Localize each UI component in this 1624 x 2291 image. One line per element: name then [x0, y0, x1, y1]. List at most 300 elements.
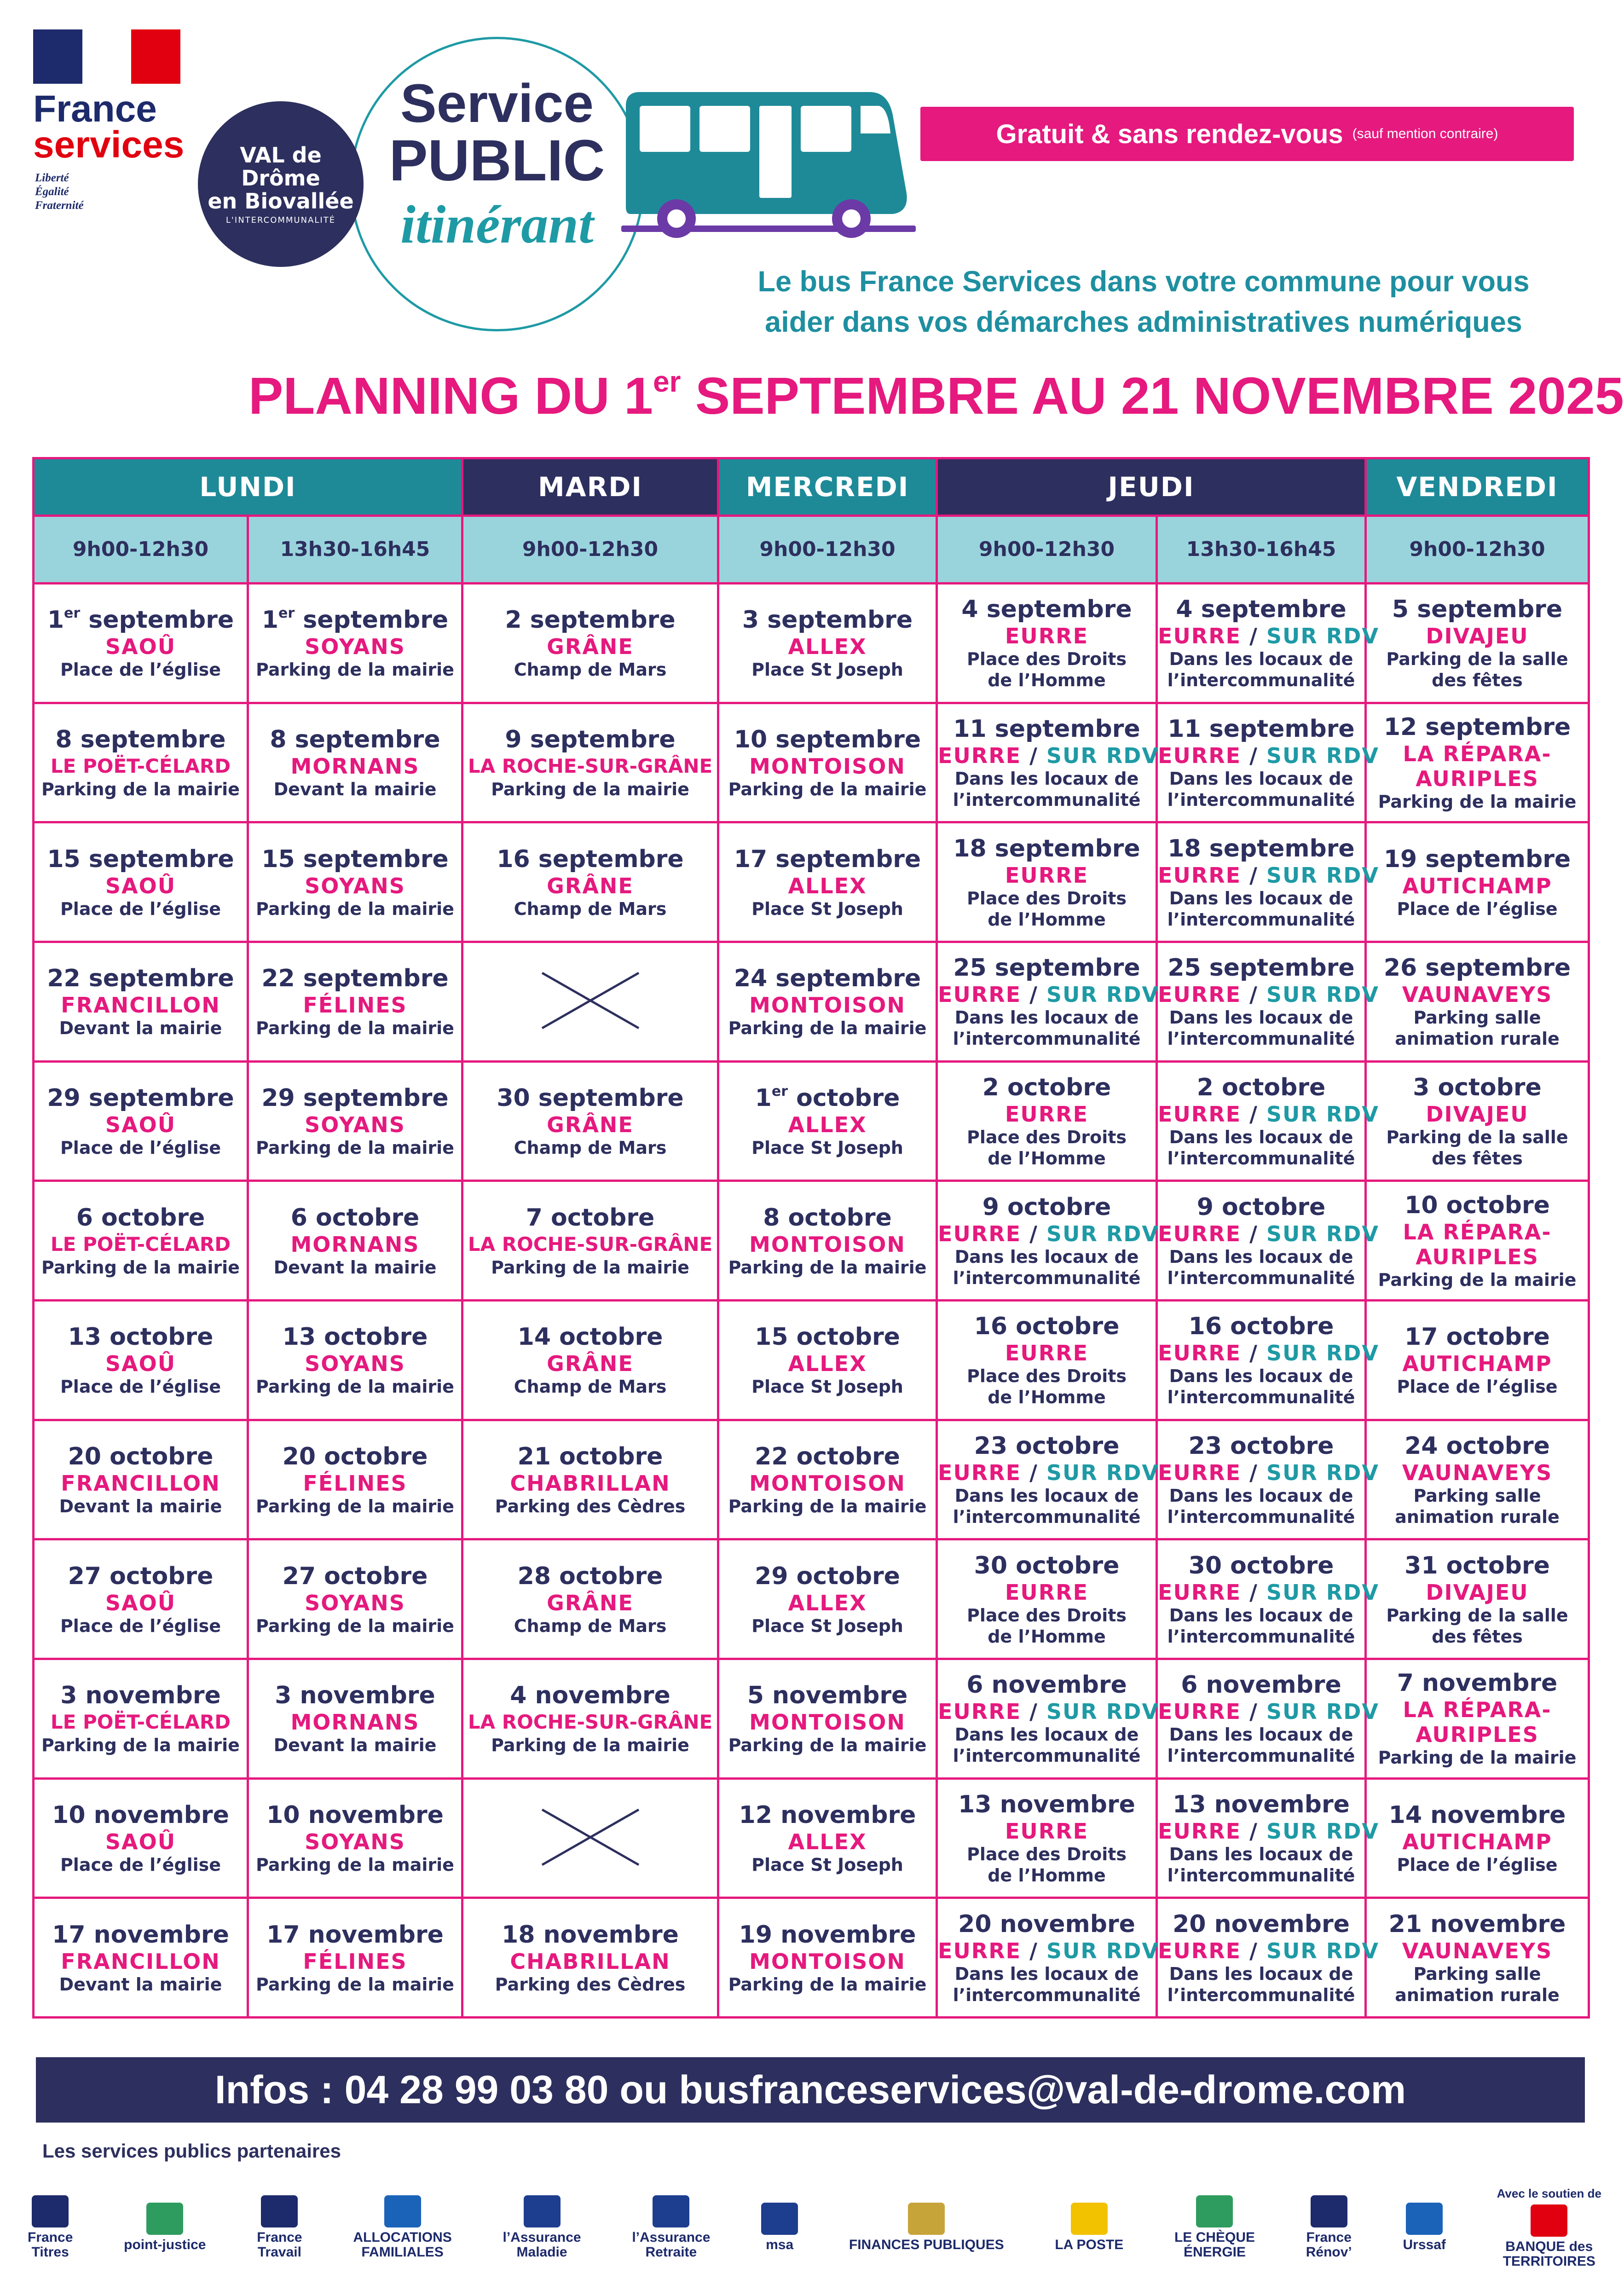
- visit-place: Dans les locaux de l’intercommunalité: [1167, 768, 1355, 810]
- visit-town: [463, 634, 717, 659]
- visit-place: Parking de la mairie: [728, 1018, 927, 1039]
- appointment-required: SUR RDV: [1266, 1579, 1380, 1605]
- visit-date-text: 17 septembre: [734, 845, 921, 873]
- schedule-row: [34, 1898, 1589, 2018]
- visit-town: [35, 1471, 247, 1496]
- town-separator: /: [1241, 982, 1266, 1007]
- visit-town: [35, 993, 247, 1018]
- town-separator: /: [1241, 1699, 1266, 1724]
- appointment-required: SUR RDV: [1266, 1460, 1380, 1485]
- visit-town: [938, 1819, 1156, 1844]
- schedule-cell: [937, 1659, 1160, 1778]
- day-header-jeudi: JEUDI: [937, 458, 1366, 516]
- visit-town-name: MONTOISON: [749, 1949, 906, 1974]
- visit-town-name: GRÂNE: [547, 1112, 634, 1137]
- visit-place: Dans les locaux de l’intercommunalité: [1167, 1246, 1355, 1288]
- partner-mark-icon: [384, 2195, 421, 2227]
- visit-town-line2: AURIPLES: [1416, 1722, 1539, 1747]
- visit-date: [938, 1551, 1156, 1580]
- visit-date-text: 2 septembre: [505, 606, 676, 634]
- visit-date: [719, 964, 936, 993]
- visit-place: Dans les locaux de l’intercommunalité: [1167, 1007, 1355, 1049]
- visit-date-text: 18 novembre: [502, 1921, 679, 1949]
- visit-date-rest: septembre: [295, 606, 449, 634]
- no-service-cross-icon: [537, 1805, 643, 1869]
- visit-place: Champ de Mars: [514, 1615, 667, 1636]
- visit-date: [463, 606, 717, 634]
- partners-title: Les services publics partenaires: [42, 2140, 341, 2162]
- visit-date: [463, 1323, 717, 1351]
- visit-town-name: LE POËT-CÉLARD: [50, 1711, 231, 1734]
- visit-place: Parking des Cèdres: [495, 1974, 686, 1995]
- visit-date: [249, 1681, 461, 1710]
- visit-town-name: EURRE: [1005, 1579, 1089, 1605]
- partner-logo: [257, 2195, 302, 2260]
- visit-date: [1367, 1669, 1588, 1697]
- visit-town-name: MONTOISON: [749, 1232, 906, 1257]
- schedule-cell: [718, 1181, 937, 1301]
- visit-town: [1367, 1102, 1588, 1127]
- schedule-cell: [1157, 703, 1380, 822]
- schedule-row: [34, 942, 1589, 1061]
- visit-town: [463, 1112, 717, 1137]
- visit-place: Parking de la mairie: [728, 1974, 927, 1995]
- schedule-cell: [248, 1420, 462, 1539]
- visit-date-text: 29 octobre: [755, 1562, 900, 1590]
- appointment-required: SUR RDV: [1266, 1818, 1380, 1844]
- partner-logo: [632, 2195, 710, 2260]
- schedule-cell: [718, 1420, 937, 1539]
- visit-town: [719, 1232, 936, 1257]
- visit-date: [1158, 1312, 1364, 1341]
- schedule-row: [34, 583, 1589, 703]
- town-separator: /: [1241, 1818, 1266, 1844]
- visit-date: [719, 1801, 936, 1829]
- visit-place: Parking de la mairie: [41, 1257, 240, 1278]
- visit-town: [1158, 1341, 1380, 1366]
- visit-town-name: VAUNAVEYS: [1402, 982, 1553, 1007]
- visit-date: [1367, 1910, 1588, 1938]
- schedule-cell: [718, 1898, 937, 2018]
- appointment-required: SUR RDV: [1266, 982, 1380, 1007]
- visit-date: [249, 1084, 461, 1112]
- visit-town-name: SOYANS: [305, 1829, 405, 1854]
- appointment-required: SUR RDV: [1266, 1221, 1380, 1246]
- visit-town-name: AUTICHAMP: [1402, 873, 1552, 898]
- visit-town: [463, 1471, 717, 1496]
- visit-date: [35, 1084, 247, 1112]
- service-public-line2: PUBLIC: [389, 128, 605, 193]
- visit-date: [719, 725, 936, 754]
- visit-town: [249, 874, 461, 898]
- visit-date-text: 5 novembre: [747, 1682, 908, 1710]
- visit-town: [249, 1471, 461, 1496]
- visit-town: [463, 754, 717, 779]
- visit-place: Parking salle animation rurale: [1395, 1485, 1560, 1527]
- schedule-cell: [34, 1539, 248, 1659]
- visit-place: Parking de la mairie: [728, 779, 927, 799]
- appointment-required: SUR RDV: [1046, 1221, 1160, 1246]
- partner-mark-icon: [146, 2203, 183, 2235]
- schedule-cell: [718, 1300, 937, 1420]
- visit-date-text: 24 septembre: [734, 965, 921, 993]
- visit-date-text: 5 septembre: [1392, 596, 1563, 624]
- schedule-cell: [462, 1778, 718, 1898]
- visit-town-name: FRANCILLON: [61, 1470, 220, 1496]
- visit-town-name: GRÂNE: [547, 873, 634, 898]
- visit-date: [938, 1312, 1156, 1341]
- schedule-cell: [34, 822, 248, 942]
- town-separator: /: [1241, 624, 1266, 649]
- visit-town: [463, 1351, 717, 1376]
- visit-town: [1158, 862, 1380, 888]
- schedule-cell: [248, 1300, 462, 1420]
- schedule-cell: [34, 1300, 248, 1420]
- visit-town-name: LA RÉPARA-: [1403, 1697, 1552, 1723]
- partner-label: France Rénov’: [1306, 2230, 1352, 2260]
- visit-town-name: EURRE: [938, 1699, 1022, 1724]
- visit-town: [719, 1471, 936, 1496]
- visit-town: [1158, 982, 1380, 1007]
- time-slot: 9h00-12h30: [462, 515, 718, 583]
- visit-place: Parking de la salle des fêtes: [1386, 649, 1568, 691]
- visit-date: [249, 1442, 461, 1471]
- visit-place: Devant la mairie: [59, 1974, 222, 1995]
- visit-date: [35, 845, 247, 874]
- schedule-cell: [1157, 1539, 1380, 1659]
- planning-title-part2: SEPTEMBRE AU 21 NOVEMBRE 2025: [681, 367, 1624, 425]
- subtitle-line2: aider dans vos démarches administratives numériques: [765, 306, 1522, 338]
- schedule-row: [34, 1300, 1589, 1420]
- visit-date-text: 25 septembre: [953, 954, 1140, 982]
- visit-place: Parking de la mairie: [491, 1735, 689, 1756]
- visit-date-text: 27 octobre: [282, 1562, 428, 1590]
- visit-town-line2: AURIPLES: [1416, 1244, 1539, 1269]
- schedule-cell: [34, 1061, 248, 1181]
- visit-date: [938, 1671, 1156, 1699]
- appointment-required: SUR RDV: [1266, 1938, 1380, 1963]
- visit-town-name: EURRE: [938, 1221, 1022, 1246]
- visit-date-rest: octobre: [788, 1084, 900, 1112]
- visit-town: [1367, 741, 1588, 766]
- visit-town-name: SOYANS: [305, 1112, 405, 1137]
- visit-town-name: CHABRILLAN: [510, 1470, 670, 1496]
- partner-logo: [849, 2203, 1004, 2252]
- schedule-cell: [248, 703, 462, 822]
- visit-date-text: 9 octobre: [982, 1193, 1111, 1221]
- visit-town-name: GRÂNE: [547, 1590, 634, 1615]
- appointment-required: SUR RDV: [1266, 624, 1380, 649]
- visit-date: [249, 845, 461, 874]
- schedule-cell: [1366, 703, 1589, 822]
- visit-town-name: EURRE: [1158, 624, 1242, 649]
- visit-date-text: 23 octobre: [974, 1432, 1120, 1460]
- visit-town-name: FÉLINES: [303, 993, 407, 1018]
- schedule-cell: [248, 1898, 462, 2018]
- visit-place: Place St Joseph: [751, 1377, 903, 1397]
- visit-town-name: SOYANS: [305, 634, 405, 660]
- schedule-cell: [937, 703, 1160, 822]
- partner-logo: [353, 2195, 451, 2260]
- visit-town-name: SAOÛ: [105, 1590, 176, 1615]
- visit-date-text: 12 novembre: [739, 1801, 916, 1829]
- schedule-cell: [1157, 942, 1380, 1061]
- schedule-cell: [1366, 1061, 1589, 1181]
- visit-town-name: EURRE: [1158, 1818, 1242, 1844]
- visit-place: Place de l’église: [1397, 898, 1558, 919]
- appointment-required: SUR RDV: [1266, 1341, 1380, 1366]
- visit-date: [35, 1801, 247, 1829]
- partner-mark-icon: [1071, 2203, 1108, 2235]
- visit-date-text: 10 novembre: [266, 1801, 444, 1829]
- appointment-required: SUR RDV: [1266, 743, 1380, 768]
- visit-place: Dans les locaux de l’intercommunalité: [1167, 1127, 1355, 1169]
- visit-place: Parking de la mairie: [256, 1615, 454, 1636]
- schedule-cell: [1157, 1061, 1380, 1181]
- visit-place: Place St Joseph: [751, 1854, 903, 1875]
- visit-date-text: 8 septembre: [55, 725, 226, 753]
- schedule-cell: [1157, 1300, 1380, 1420]
- visit-date: [1367, 595, 1588, 624]
- visit-town: [719, 1949, 936, 1974]
- visit-date: [938, 834, 1156, 863]
- partner-label: France Travail: [257, 2230, 302, 2260]
- schedule-cell: [248, 1659, 462, 1778]
- visit-place: Devant la mairie: [59, 1496, 222, 1516]
- visit-date-text: 7 octobre: [526, 1203, 655, 1232]
- visit-town: [35, 1710, 247, 1735]
- val-de-drome-logo: [198, 101, 364, 267]
- visit-date-text: 16 octobre: [1188, 1313, 1334, 1341]
- visit-town-name: MORNANS: [290, 1232, 420, 1257]
- visit-place: Parking de la mairie: [1378, 1747, 1577, 1768]
- motto-egalite: Égalité: [35, 185, 69, 198]
- visit-date: [463, 1084, 717, 1112]
- subtitle-line1: Le bus France Services dans votre commune pour vous: [757, 266, 1530, 298]
- visit-place: Dans les locaux de l’intercommunalité: [1167, 649, 1355, 691]
- visit-town: [938, 1221, 1160, 1246]
- service-public-line3: itinérant: [400, 194, 594, 255]
- visit-date-text: 3 septembre: [742, 606, 913, 634]
- visit-town: [35, 1591, 247, 1615]
- partner-label: BANQUE des TERRITOIRES: [1503, 2239, 1595, 2269]
- visit-town: [938, 1460, 1160, 1485]
- schedule-row: [34, 1061, 1589, 1181]
- visit-date: [938, 715, 1156, 743]
- visit-town-name: SAOÛ: [105, 1829, 176, 1854]
- visit-date-text: 13 novembre: [958, 1790, 1135, 1818]
- visit-date: [463, 1921, 717, 1949]
- visit-date-text: 20 octobre: [68, 1442, 214, 1470]
- visit-date-text: 17 octobre: [1404, 1323, 1550, 1351]
- partner-label: point-justice: [124, 2237, 206, 2252]
- town-separator: /: [1241, 862, 1266, 888]
- time-slot: 9h00-12h30: [718, 515, 937, 583]
- visit-town: [249, 1710, 461, 1735]
- partner-label: FINANCES PUBLIQUES: [849, 2237, 1004, 2252]
- visit-town-name: SAOÛ: [105, 873, 176, 898]
- partner-logo: [124, 2203, 206, 2252]
- visit-place: Parking de la mairie: [41, 779, 240, 799]
- schedule-cell: [34, 703, 248, 822]
- visit-date: [1367, 954, 1588, 982]
- visit-date: [719, 1323, 936, 1351]
- visit-town: [249, 1351, 461, 1376]
- visit-date: [938, 595, 1156, 624]
- france-services-flag-icon: [33, 29, 180, 84]
- visit-place: Devant la mairie: [273, 1735, 437, 1756]
- visit-town-name: EURRE: [1005, 1101, 1089, 1127]
- partner-mark-icon: [32, 2195, 69, 2227]
- visit-date: [249, 1801, 461, 1829]
- visit-town: [1367, 1697, 1588, 1722]
- val-de-drome-line3: L'INTERCOMMUNALITÉ: [225, 215, 336, 225]
- visit-town-name: FÉLINES: [303, 1470, 407, 1496]
- partner-label: LA POSTE: [1055, 2237, 1124, 2252]
- visit-place: Parking salle animation rurale: [1395, 1963, 1560, 2005]
- visit-date: [1158, 954, 1364, 982]
- bus-icon: [612, 87, 925, 244]
- visit-date: [249, 1323, 461, 1351]
- day-header-vendredi: VENDREDI: [1366, 458, 1589, 516]
- schedule-cell: [248, 1539, 462, 1659]
- schedule-cell: [718, 1061, 937, 1181]
- visit-town: [719, 1351, 936, 1376]
- schedule-cell: [462, 583, 718, 703]
- visit-town-name: EURRE: [1158, 1938, 1242, 1963]
- visit-place: Parking de la mairie: [41, 1735, 240, 1756]
- visit-place: Parking de la mairie: [491, 1257, 689, 1278]
- visit-place: Devant la mairie: [59, 1018, 222, 1039]
- schedule-cell: [34, 1778, 248, 1898]
- visit-place: Dans les locaux de l’intercommunalité: [953, 1485, 1141, 1527]
- partner-label: Urssaf: [1403, 2237, 1446, 2252]
- schedule-cell: [462, 1420, 718, 1539]
- visit-place: Place des Droits de l’Homme: [966, 649, 1127, 691]
- schedule-cell: [248, 822, 462, 942]
- schedule-row: [34, 822, 1589, 942]
- town-separator: /: [1021, 1699, 1046, 1724]
- visit-town-name: LE POËT-CÉLARD: [50, 1232, 231, 1255]
- visit-date: [1367, 845, 1588, 874]
- visit-town-name: LA ROCHE-SUR-GRÂNE: [468, 754, 713, 777]
- no-service-cross-icon: [537, 968, 643, 1033]
- visit-town: [249, 634, 461, 659]
- visit-town: [938, 863, 1156, 888]
- contact-info-banner: Infos : 04 28 99 03 80 ou busfranceservices@val-de-drome.com: [36, 2057, 1585, 2123]
- visit-place: Dans les locaux de l’intercommunalité: [1167, 1605, 1355, 1647]
- schedule-cell: [1157, 1659, 1380, 1778]
- free-no-appointment-banner: [920, 107, 1574, 161]
- visit-town-name: LA ROCHE-SUR-GRÂNE: [468, 1232, 713, 1255]
- visit-date: [1367, 1073, 1588, 1102]
- appointment-required: SUR RDV: [1266, 862, 1380, 888]
- visit-place: Dans les locaux de l’intercommunalité: [1167, 1485, 1355, 1527]
- visit-date: [719, 845, 936, 874]
- visit-date: [1367, 1551, 1588, 1580]
- visit-place: Parking de la mairie: [256, 1137, 454, 1158]
- visit-date: [249, 606, 461, 634]
- visit-town: [35, 1351, 247, 1376]
- visit-date-text: 4 septembre: [1176, 596, 1347, 624]
- visit-date: [938, 954, 1156, 982]
- visit-town: [249, 1232, 461, 1257]
- town-separator: /: [1241, 1579, 1266, 1605]
- partner-mark-icon: [1406, 2203, 1443, 2235]
- visit-date: [1367, 713, 1588, 741]
- visit-place: Parking de la salle des fêtes: [1386, 1605, 1568, 1647]
- visit-town: [463, 1591, 717, 1615]
- visit-date: [719, 1203, 936, 1232]
- visit-place: Place de l’église: [60, 1615, 221, 1636]
- visit-date-text: 10 octobre: [1404, 1191, 1550, 1219]
- visit-town-name: EURRE: [1158, 862, 1242, 888]
- schedule-cell: [462, 822, 718, 942]
- appointment-required: SUR RDV: [1046, 982, 1160, 1007]
- visit-town: [1367, 1460, 1588, 1485]
- partner-label: l’Assurance Retraite: [632, 2230, 711, 2260]
- visit-date: [719, 1442, 936, 1471]
- visit-date-text: 13 octobre: [68, 1323, 214, 1351]
- visit-town: [249, 1829, 461, 1854]
- visit-town-name: VAUNAVEYS: [1402, 1460, 1553, 1485]
- visit-date: [938, 1432, 1156, 1460]
- visit-town: [249, 993, 461, 1018]
- schedule-body: [34, 583, 1589, 2017]
- visit-date: [1367, 1801, 1588, 1829]
- visit-place: Parking de la mairie: [728, 1496, 927, 1516]
- visit-date: [35, 1562, 247, 1591]
- visit-date-text: 11 septembre: [953, 715, 1140, 743]
- partner-logos: [28, 2181, 1601, 2274]
- visit-place: Place St Joseph: [751, 660, 903, 680]
- visit-date: [1158, 1790, 1364, 1819]
- visit-town-name: DIVAJEU: [1426, 1579, 1529, 1605]
- visit-place: Parking de la mairie: [256, 898, 454, 919]
- visit-date-text: 6 novembre: [966, 1671, 1127, 1699]
- visit-town-name: MONTOISON: [749, 753, 906, 779]
- visit-place: Champ de Mars: [514, 1377, 667, 1397]
- visit-date: [463, 1562, 717, 1591]
- free-banner-note: (sauf mention contraire): [1352, 126, 1498, 141]
- visit-town: [719, 874, 936, 898]
- visit-town-name: SAOÛ: [105, 1351, 176, 1377]
- schedule-row: [34, 1778, 1589, 1898]
- visit-town: [938, 624, 1156, 648]
- visit-town: [1367, 624, 1588, 648]
- partner-logo: [1497, 2187, 1601, 2269]
- visit-town: [938, 1938, 1160, 1963]
- visit-town: [35, 754, 247, 779]
- visit-place: Dans les locaux de l’intercommunalité: [953, 768, 1141, 810]
- visit-place: Place de l’église: [60, 1137, 221, 1158]
- service-public-logo: [359, 73, 635, 259]
- planning-title: [249, 365, 1624, 425]
- day-header-lundi: LUNDI: [34, 458, 462, 516]
- visit-town: [1158, 1579, 1380, 1605]
- schedule-cell: [462, 1181, 718, 1301]
- visit-place: Place de l’église: [60, 660, 221, 680]
- visit-town: [35, 1232, 247, 1257]
- schedule-cell: [937, 942, 1160, 1061]
- day-header-row: [34, 458, 1589, 516]
- visit-town: [1367, 1938, 1588, 1963]
- schedule-cell: [718, 942, 937, 1061]
- visit-town: [249, 1591, 461, 1615]
- service-public-line1: Service: [400, 73, 594, 134]
- visit-place: Place de l’église: [60, 898, 221, 919]
- partner-mark-icon: [1196, 2195, 1233, 2227]
